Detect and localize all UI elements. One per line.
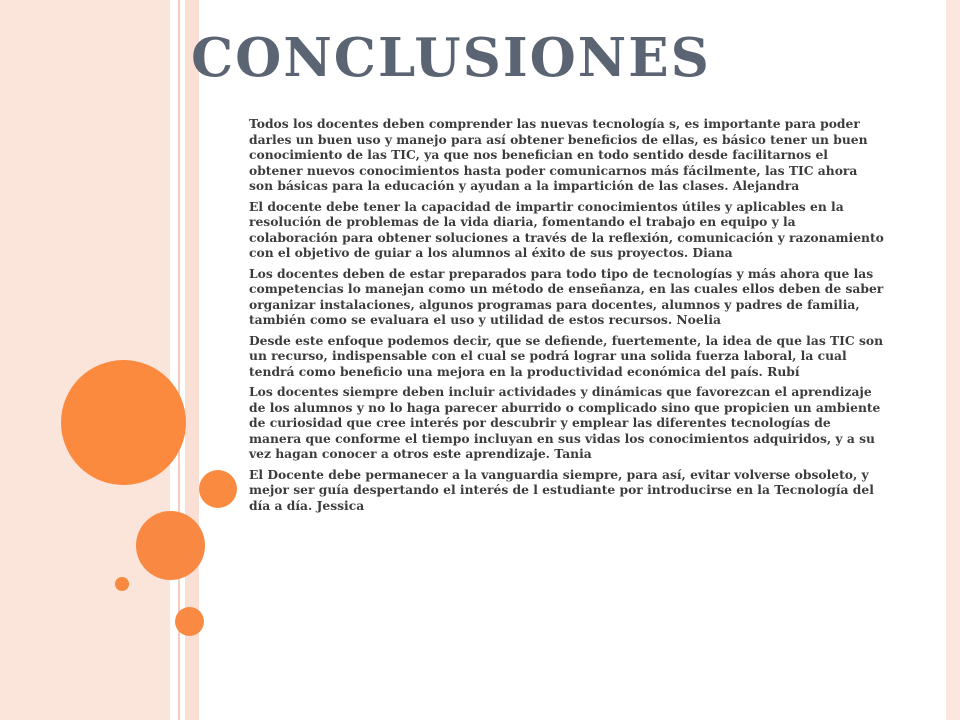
decor-circle-small-bottom: [175, 607, 204, 636]
decor-circle-tiny: [115, 577, 129, 591]
paragraph-jessica: El Docente debe permanecer a la vanguardia siempre, para así, evitar volverse obsoleto, y mejor ser guía despertando el interés de l estudiante por introducirse en la Tecnología del día a día. Jessica: [249, 466, 874, 513]
decor-circle-large: [61, 360, 186, 485]
paragraph-alejandra: Todos los docentes deben comprender las nuevas tecnología s, es importante para poder darles un buen uso y manejo para así obtener beneficios de ellas, es básico tener un buen conocimiento de las TIC, ya que nos benefician en todo sentido desde facilitarnos el obtener nuevos conocimientos hasta poder comunicarnos más fácilmente, las TIC ahora son básicas para la educación y ayudan a la impartición de las clases. Alejandra: [249, 116, 868, 193]
background-stripe-right: [946, 0, 960, 720]
slide-title: CONCLUSIONES: [191, 27, 711, 89]
paragraph-tania: Los docentes siempre deben incluir actividades y dinámicas que favorezcan el aprendizaje de los alumnos y no lo haga parecer aburrido o complicado sino que propicien un ambiente de curiosidad que cree interés por descubrir y emplear las diferentes tecnologías de manera que conforme el tiempo incluyan en sus vidas los conocimientos adquiridos, y a su vez hagan conocer a otros este aprendizaje. Tania: [249, 384, 881, 461]
paragraph-noelia: Los docentes deben de estar preparados para todo tipo de tecnologías y más ahora que las competencias lo manejan como un método de enseñanza, en las cuales ellos deben de saber organizar instalaciones, algunos programas para docentes, alumnos y padres de familia, también como se evaluara el uso y utilidad de estos recursos. Noelia: [249, 265, 884, 327]
background-stripe-wide: [0, 0, 170, 720]
decor-circle-small: [199, 470, 237, 508]
decor-circle-medium: [136, 511, 205, 580]
slide-body: [249, 116, 885, 518]
paragraph-rubi: Desde este enfoque podemos decir, que se defiende, fuertemente, la idea de que las TIC son un recurso, indispensable con el cual se podrá lograr una solida fuerza laboral, la cual tendrá como beneficio una mejora en la productividad económica del país. Rubí: [249, 332, 884, 379]
paragraph-diana: El docente debe tener la capacidad de impartir conocimientos útiles y aplicables en la resolución de problemas de la vida diaria, fomentando el trabajo en equipo y la colaboración para obtener soluciones a través de la reflexión, comunicación y razonamiento con el objetivo de guiar a los alumnos al éxito de sus proyectos. Diana: [249, 198, 884, 260]
